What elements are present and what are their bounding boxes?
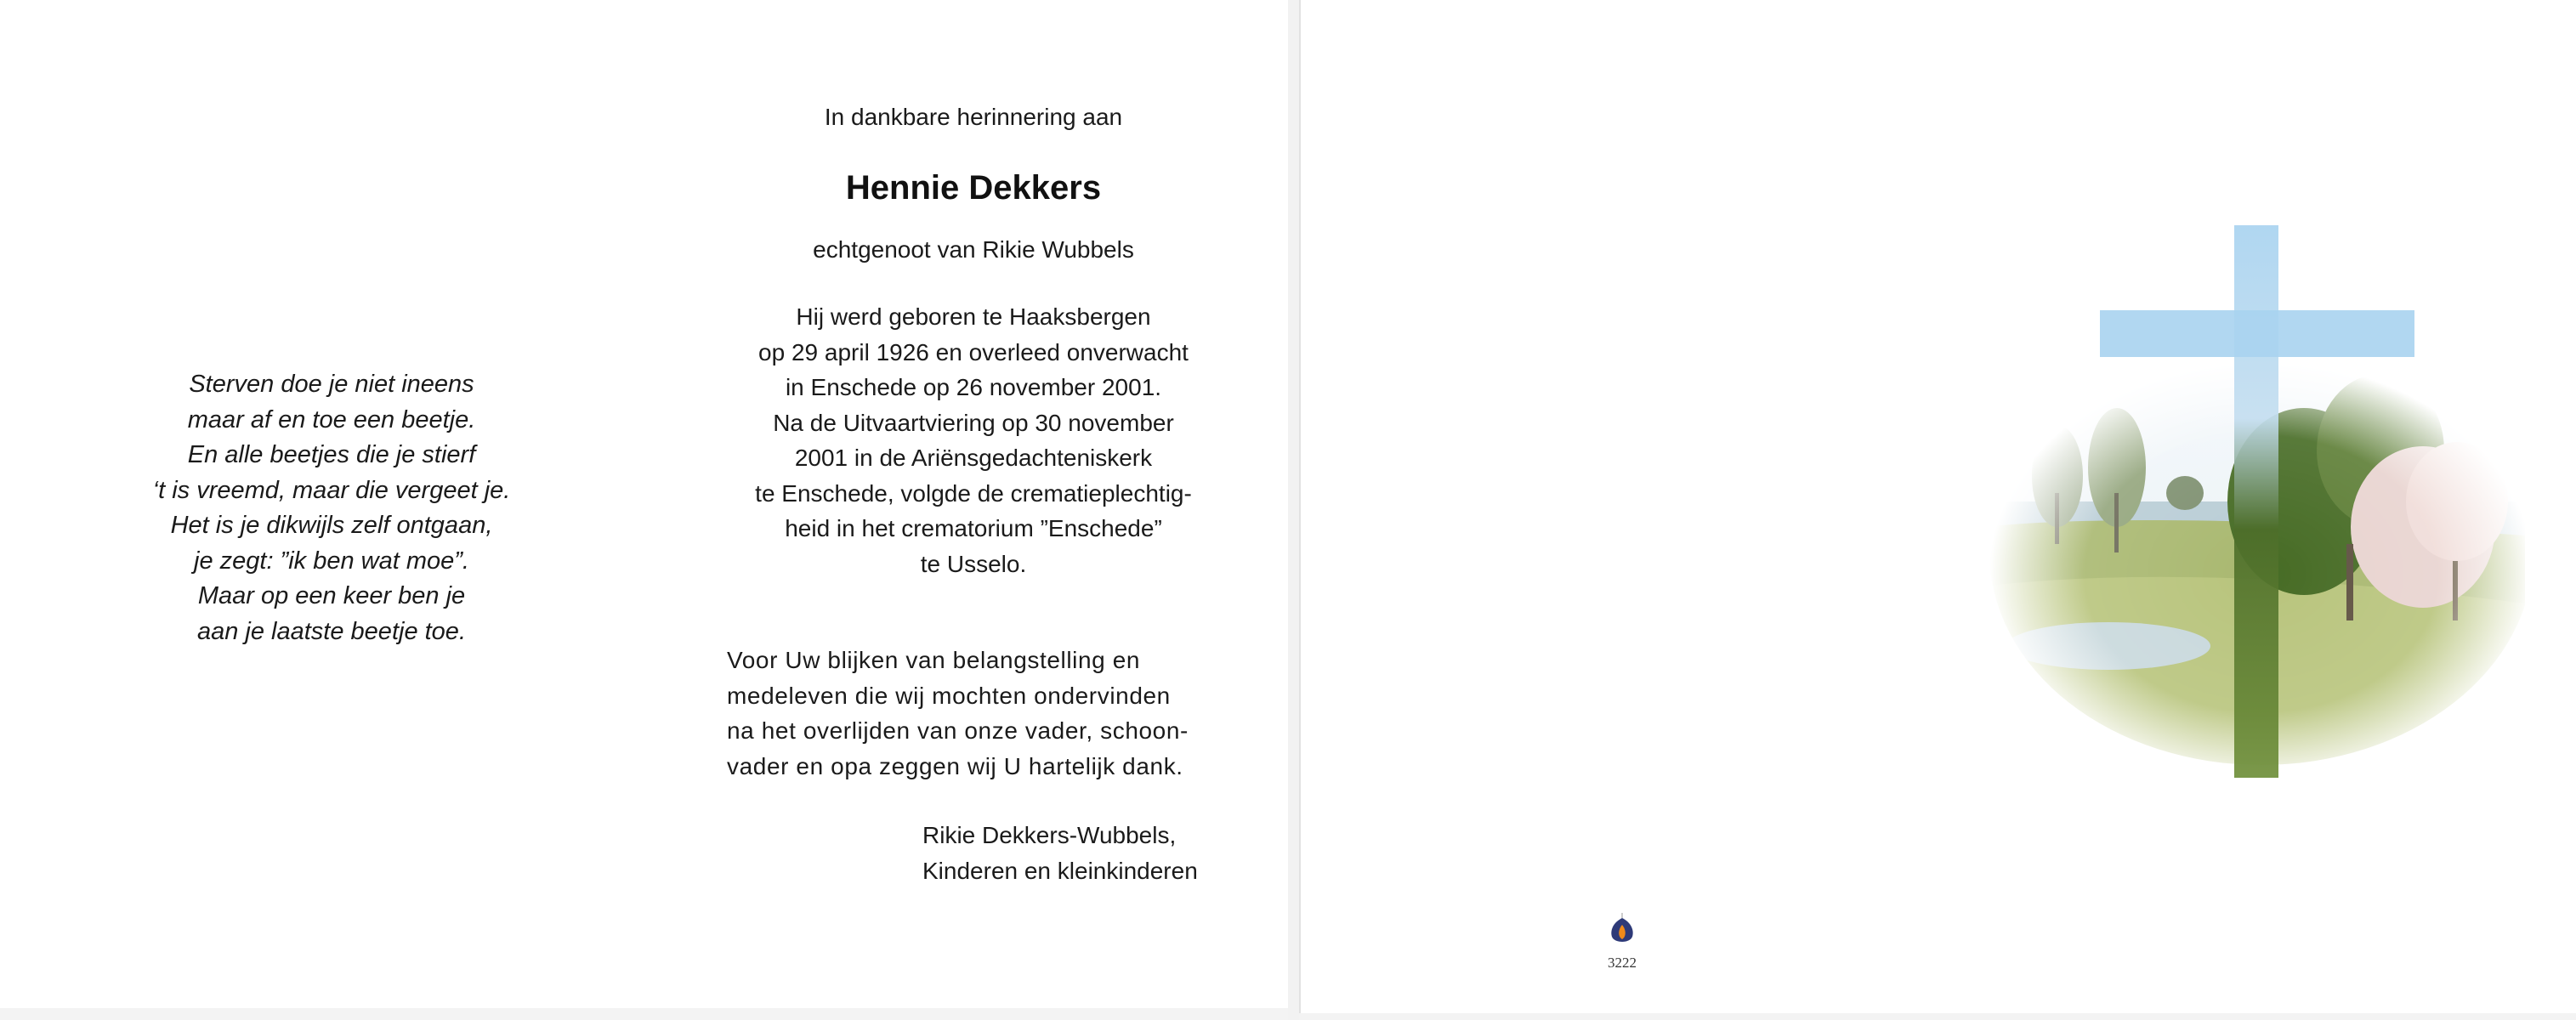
poem-line: Maar op een keer ben je [197,582,466,609]
bio-line: 2001 in de Ariënsgedachteniskerk [794,445,1153,471]
bio-line: te Usselo. [920,550,1027,577]
poem-line: Het is je dikwijls zelf ontgaan, [170,512,493,539]
memorial-text [714,102,1233,888]
bio-line: in Enschede op 26 november 2001. [785,374,1162,400]
card-fold [1288,0,1299,1020]
bio-line: op 29 april 1926 en overleed onverwacht [758,338,1189,366]
intro-text: In dankbare herinnering aan [824,104,1123,130]
scan-edge [1299,1013,2576,1020]
signature-line: Kinderen en kleinkinderen [922,857,1198,884]
biography [714,299,1233,581]
bio-line: te Enschede, volgde de crematieplechtig- [755,479,1192,507]
spouse-text: echtgenoot van Rikie Wubbels [813,236,1134,263]
thank-you-text [714,643,1233,784]
poem-line: Sterven doe je niet ineens [189,371,474,398]
poem-line: En alle beetjes die je stierf [187,441,476,468]
bio-line: heid in het crematorium ”Enschede” [785,515,1162,541]
cross-landscape-icon [1981,221,2525,782]
print-number: 3222 [1608,955,1637,971]
bio-line: Na de Uitvaartviering op 30 november [773,409,1174,436]
poem-line: je zegt: ”ik ben wat moe”. [194,547,469,575]
thanks-line: vader en opa zeggen wij U hartelijk dank. [727,752,1183,779]
poem [111,367,553,649]
printer-flame-icon [1605,911,1639,949]
signature [714,818,1233,888]
thanks-line: medeleven die wij mochten ondervinden [727,682,1171,709]
bio-line: Hij werd geboren te Haaksbergen [796,303,1151,330]
poem-line: ‘t is vreemd, maar die vergeet je. [152,476,511,504]
scan-edge [0,1008,1288,1020]
inner-left-page [0,0,1291,1008]
thanks-line: Voor Uw blijken van belangstelling en [727,647,1141,673]
deceased-name: Hennie Dekkers [845,169,1102,207]
printer-mark [1605,911,1639,972]
thanks-line: na het overlijden van onze vader, schoon- [727,717,1189,744]
poem-line: maar af en toe een beetje. [187,405,476,434]
poem-line: aan je laatste beetje toe. [196,617,466,645]
signature-line: Rikie Dekkers-Wubbels, [922,822,1177,848]
